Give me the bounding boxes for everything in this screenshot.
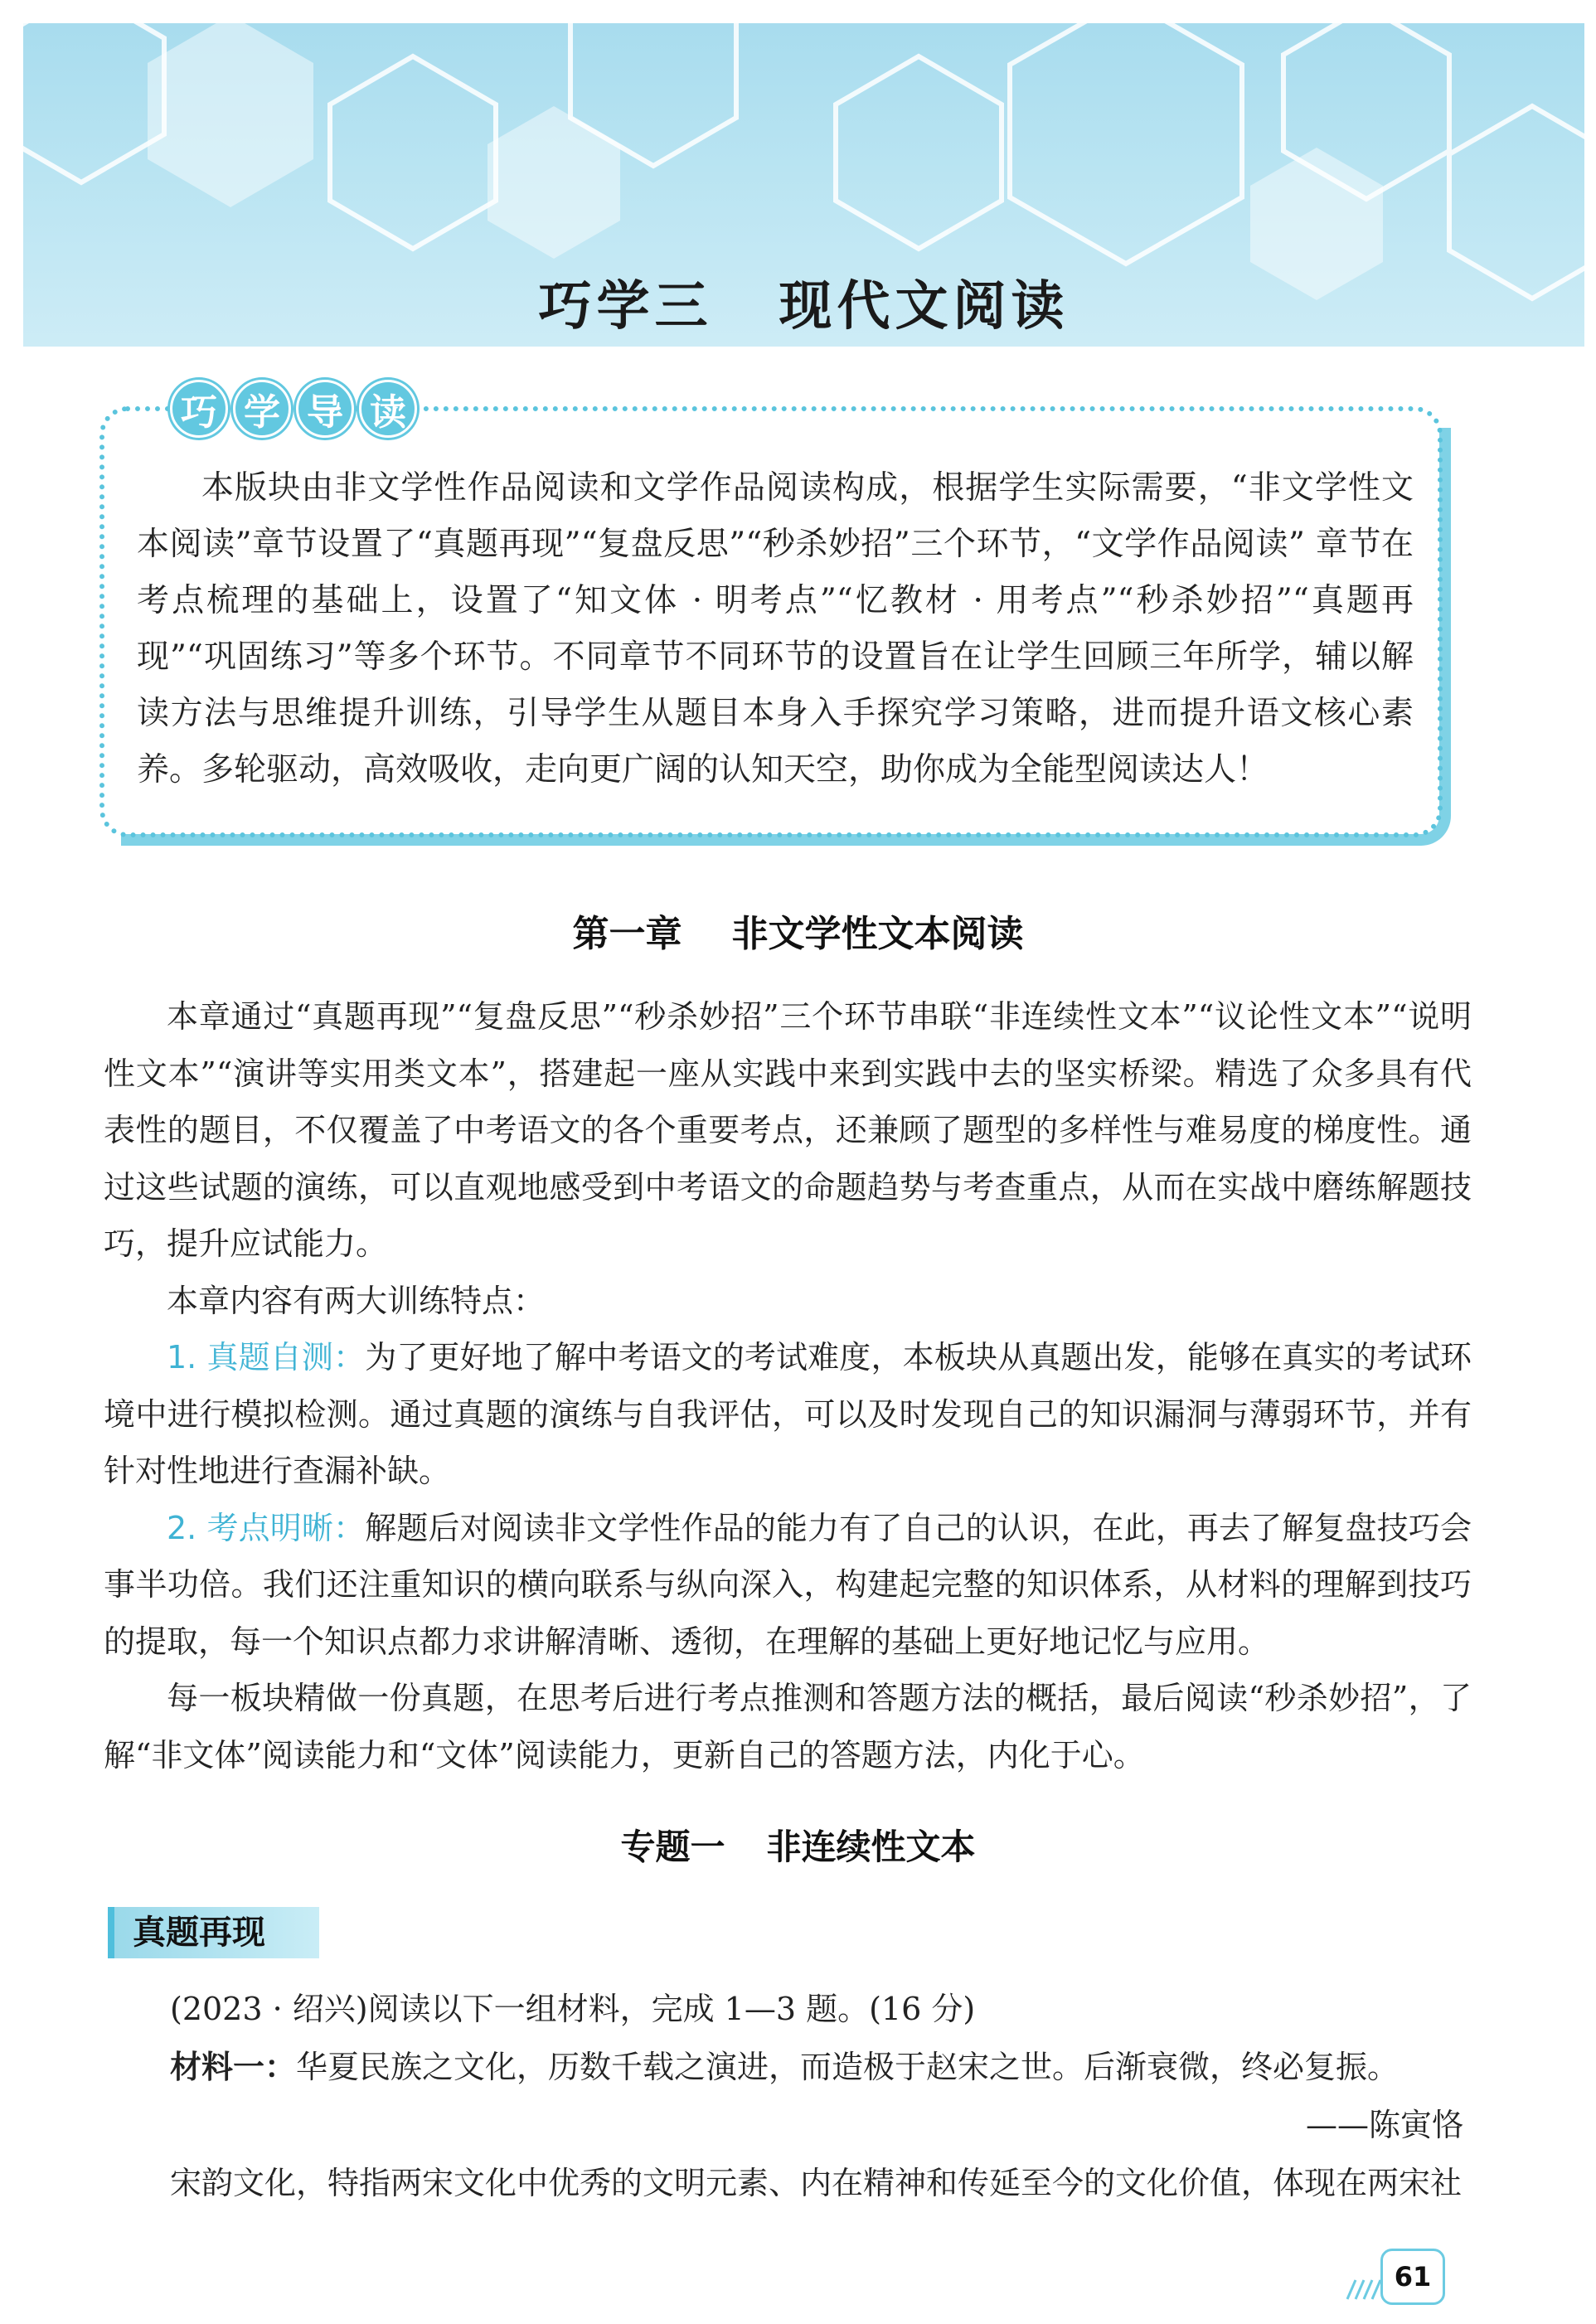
material-text: 华夏民族之文化，历数千载之演进，而造极于赵宋之世。后渐衰微，终必复振。 [296, 2049, 1400, 2085]
topic-number: 专题一 [620, 1827, 725, 1867]
chapter-body [104, 988, 1472, 1783]
chapter-paragraph: 本章通过“真题再现”“复盘反思”“秒杀妙招”三个环节串联“非连续性文本”“议论性文本”“说明性文本”“演讲等实用类文本”，搭建起一座从实践中来到实践中去的坚实桥梁。精选了众多具有代表性的题目，不仅覆盖了中考语文的各个重要考点，还兼顾了题型的多样性与难易度的梯度性。通过这些试题的演练，可以直观地感受到中考语文的命题趋势与考查重点，从而在实战中磨练解题技巧，提升应试能力。 [104, 998, 1472, 1262]
badge-char: 学 [233, 380, 291, 438]
part-title: 现代文阅读 [779, 275, 1070, 337]
feature-point [104, 1500, 1472, 1671]
section-tag: 真题再现 [108, 1907, 319, 1958]
question-intro: (2023 · 绍兴)阅读以下一组材料，完成 1—3 题。(16 分) [170, 1991, 976, 2027]
header-banner [23, 23, 1584, 347]
feature-label: 1. 真题自测： [167, 1339, 366, 1375]
chapter-title [0, 904, 1596, 957]
intro-badge [170, 380, 417, 438]
chapter-paragraph: 本章内容有两大训练特点： [167, 1282, 546, 1319]
part-label: 巧学三 [538, 275, 713, 337]
badge-char: 读 [359, 380, 417, 438]
intro-text: 本版块由非文学性作品阅读和文学作品阅读构成，根据学生实际需要，“非文学性文本阅读”章节设置了“真题再现”“复盘反思”“秒杀妙招”三个环节，“文学作品阅读” 章节在考点梳理的基础上，设置了“知文体 · 明考点”“忆教材 · 用考点”“秒杀妙招”“真题再现”“巩固练习”等多个环节。不同章节不同环节的设置旨在让学生回顾三年所学，辅以解读方法与思维提升训练，引导学生从题目本身入手探究学习策略，进而提升语文核心素养。多轮驱动，高效吸收，走向更广阔的认知天空，助你成为全能型阅读达人！ [137, 469, 1414, 788]
topic-title [0, 1820, 1596, 1870]
feature-label: 2. 考点明晰： [167, 1509, 366, 1546]
badge-char: 导 [296, 380, 354, 438]
chapter-closing: 每一板块精做一份真题，在思考后进行考点推测和答题方法的概括，最后阅读“秒杀妙招”，了解“非文体”阅读能力和“文体”阅读能力，更新自己的答题方法，内化于心。 [104, 1680, 1472, 1773]
topic-name: 非连续性文本 [766, 1827, 976, 1867]
feature-text: 解题后对阅读非文学性作品的能力有了自己的认识，在此，再去了解复盘技巧会事半功倍。我们还注重知识的横向联系与纵向深入，构建起完整的知识体系，从材料的理解到技巧的提取，每一个知识点都力求讲解清晰、透彻，在理解的基础上更好地记忆与应用。 [104, 1509, 1472, 1660]
feature-text: 为了更好地了解中考语文的考试难度，本板块从真题出发，能够在真实的考试环境中进行模拟检测。通过真题的演练与自我评估，可以及时发现自己的知识漏洞与薄弱环节，并有针对性地进行查漏补缺。 [104, 1339, 1472, 1489]
material-continuation: 宋韵文化，特指两宋文化中优秀的文明元素、内在精神和传延至今的文化价值，体现在两宋社 [170, 2165, 1463, 2201]
chapter-name: 非文学性文本阅读 [731, 913, 1024, 955]
chapter-number: 第一章 [572, 913, 682, 955]
material-one [170, 2041, 1399, 2087]
feature-point [104, 1329, 1472, 1500]
page-title [23, 264, 1584, 340]
material-signature: ——陈寅恪 [1305, 2107, 1463, 2143]
badge-char: 巧 [170, 380, 228, 438]
material-label: 材料一： [170, 2049, 297, 2085]
page-number: 61 [1380, 2249, 1445, 2305]
